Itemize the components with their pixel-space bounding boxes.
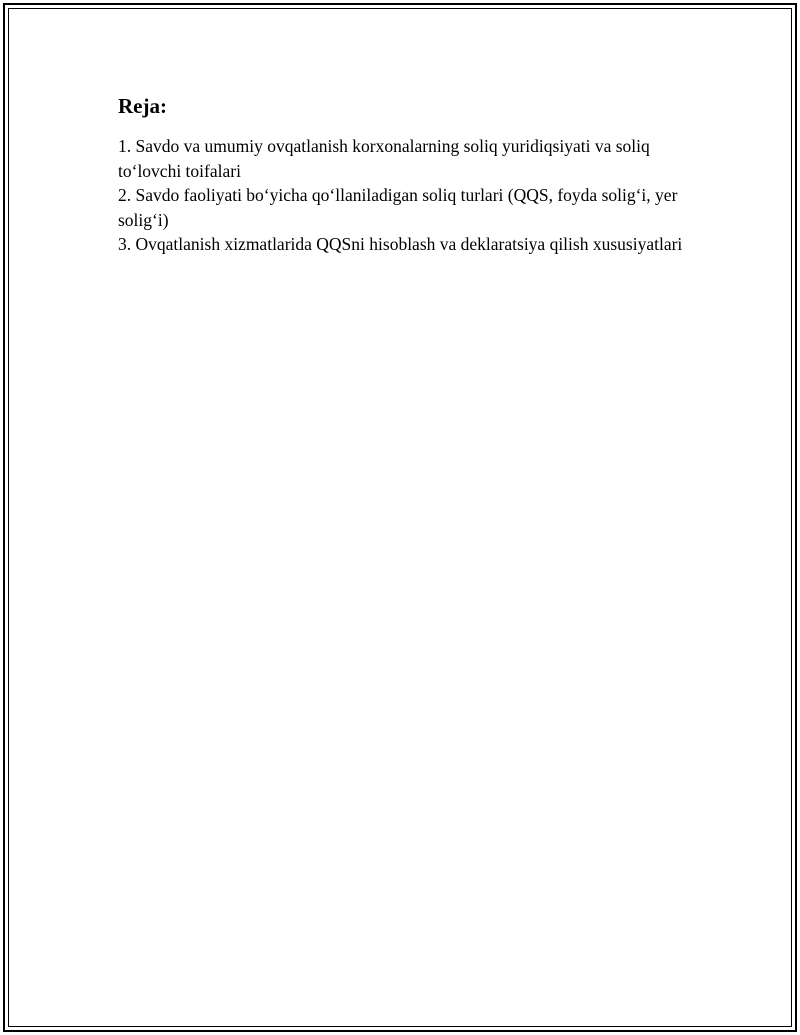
plan-list (118, 134, 698, 257)
plan-item-3: 3. Ovqatlanish xizmatlarida QQSni hisoblash va deklaratsiya qilish xususiyatlari (118, 234, 683, 254)
plan-heading: Reja: (118, 94, 167, 118)
document-content (118, 92, 698, 257)
plan-item-1: 1. Savdo va umumiy ovqatlanish korxonalarning soliq yuridiqsiyati va soliq to‘lovchi toifalari (118, 136, 650, 181)
plan-item-2: 2. Savdo faoliyati bo‘yicha qo‘llaniladigan soliq turlari (QQS, foyda solig‘i, yer solig‘i) (118, 185, 678, 230)
